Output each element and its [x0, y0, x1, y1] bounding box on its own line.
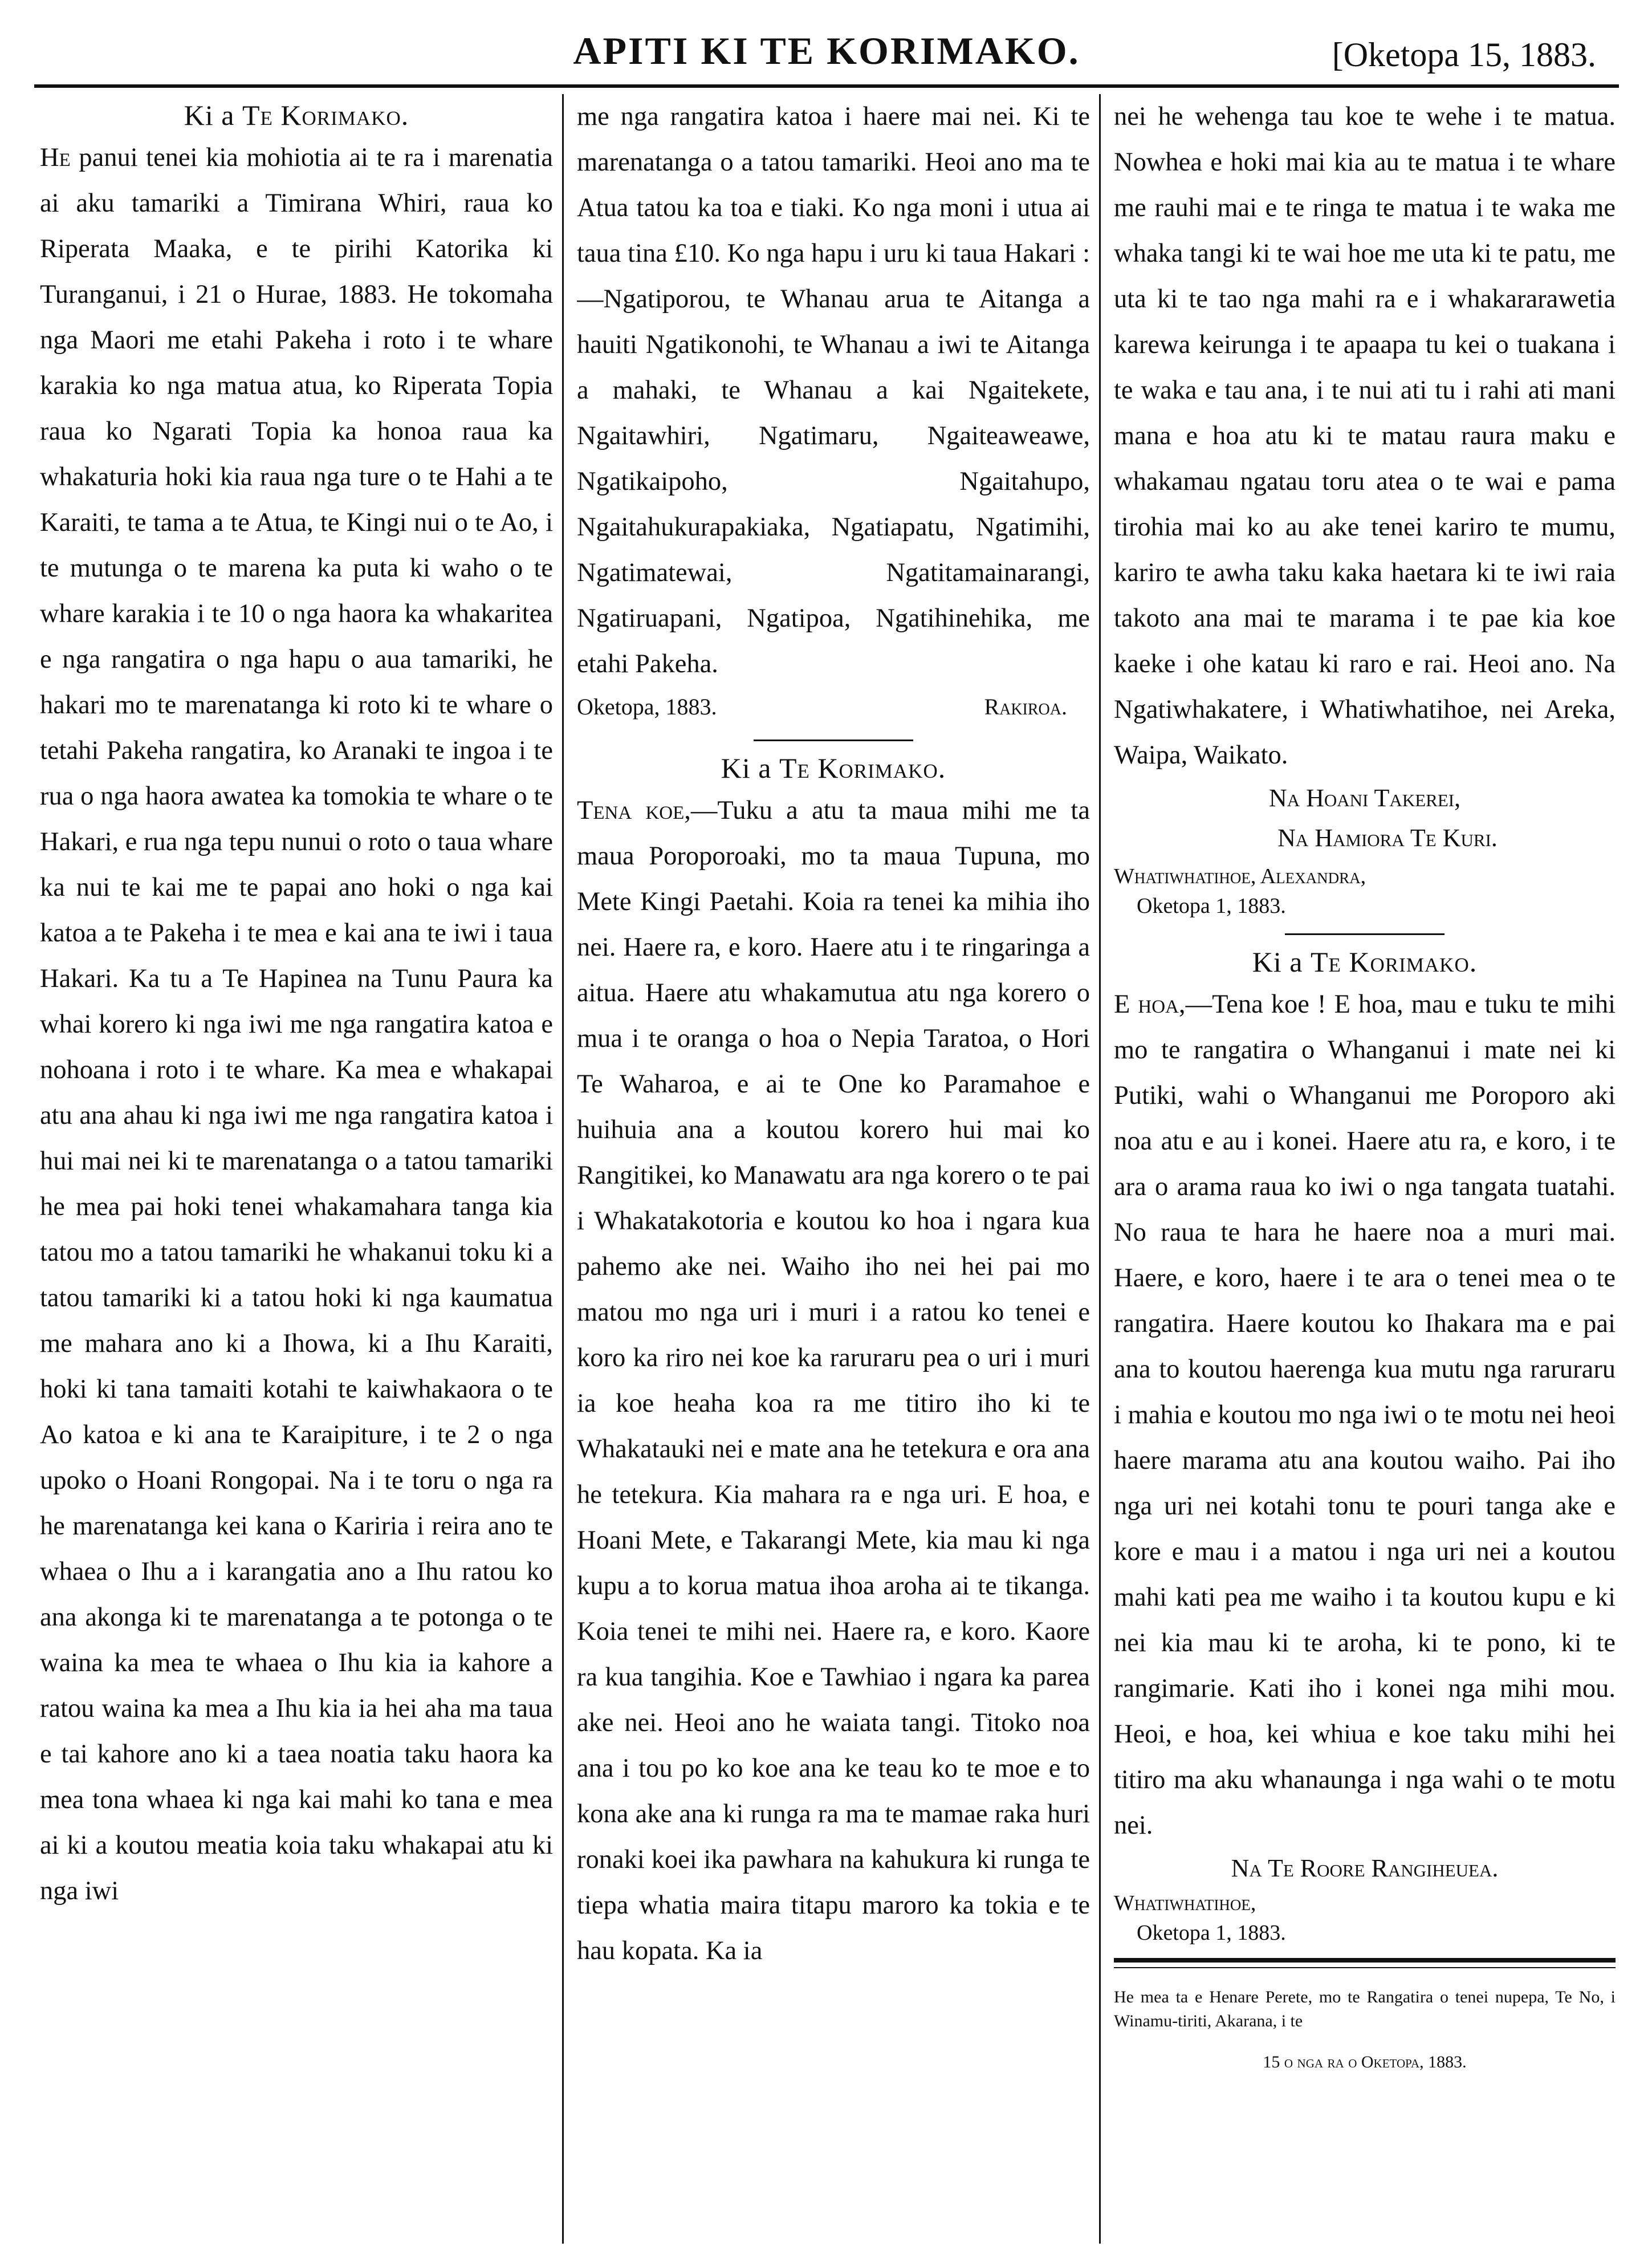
signature-date: Oketopa 1, 1883. — [1137, 1921, 1286, 1945]
heading-prefix: Ki a — [721, 752, 772, 784]
heading-prefix: Ki a — [184, 99, 235, 131]
column-2 — [577, 94, 1090, 2238]
heading-name: Te Korimako. — [1310, 946, 1478, 978]
signature-name: Na Hamiora Te Kuri. — [1277, 824, 1498, 852]
imprint-rule — [1114, 1967, 1616, 1968]
letter-text: panui tenei kia mohiotia ai te ra i marenatia ai aku tamariki a Timirana Whiri, raua ko Riperata Maaka, e te pirihi Katorika ki Turanganui, i 21 o Hurae, 1883. He tokomaha nga Maori me etahi Pakeha i roto i te whare karakia ko nga matua atua, ko Riperata Topia raua ko Ngarati Topia ka honoa raua ka whakaturia hoki kia raua nga ture o te Hahi a te Karaiti, te tama a te Atua, te Kingi nui o te Ao, i te mutunga o te marena ka puta ki waho o te whare karakia i te 10 o nga haora ka whakaritea e nga rangatira o nga hapu o aua tamariki, he hakari mo te marenatanga ki roto ki te whare o tetahi Pakeha rangatira, ko Aranaki te ingoa i te rua o nga haora awatea ka tomokia te whare o te Hakari, e rua nga tepu nunui o roto o taua whare ka nui te kai me te papai ano hoki o nga kai katoa a te Pakeha i te mea e kai ana te iwi i taua Hakari. Ka tu a Te Hapinea na Tunu Paura ka whai korero ki nga iwi me nga rangatira katoa e nohoana i roto i te whare. Ka mea e whakapai atu ana ahau ki nga iwi me nga rangatira katoa i hui mai nei ki te marenatanga o a tatou tamariki he mea pai hoki tenei whakamahara tanga kia tatou mo a tatou tamariki he whakanui toku ki a tatou tamariki ki a tatou hoki ki nga kaumatua me mahara ano ki a Ihowa, ki a Ihu Karaiti, hoki ki tana tamaiti kotahi te kaiwhakaora o te Ao katoa e ki ana te Karaipiture, i te 2 o nga upoko o Hoani Rongopai. Na i te toru o nga ra he marenatanga kei kana o Kariria i reira ano te whaea o Ihu a i karangatia ano a Ihu ratou ko ana akonga ki te marenatanga a te potonga o te waina ka mea te whaea o Ihu kia ia kahore a ratou waina ka mea a Ihu kia ia hei aha ma taua e tai kahore ano ki a taea noatia taku haora ka mea tona whaea ki nga kai mahi ko tana e mea ai ki a koutou meatia koia taku whakapai atu ki nga iwi — [40, 143, 553, 1906]
letter-body — [577, 788, 1090, 1974]
letter-heading — [1114, 945, 1616, 978]
signature-place: Whatiwhatihoe, — [1114, 1891, 1256, 1915]
signature-date: Oketopa, 1883. — [577, 694, 717, 720]
signature-date: Oketopa 1, 1883. — [1137, 894, 1286, 918]
masthead — [34, 23, 1619, 86]
letter-body-continued: me nga rangatira katoa i haere mai nei. Ki te marenatanga o a tatou tamariki. Heoi ano ma te Atua tatou ka toa e tiaki. Ko nga moni i utua ai taua tina £10. Ko nga hapu i uru ki taua Hakari :—Ngatiporou, te Whanau arua te Aitanga a hauiti Ngatikonohi, te Whanau a iwi te Aitanga a mahaki, te Whanau a kai Ngaitekete, Ngaitawhiri, Ngatimaru, Ngaiteaweawe, Ngatikaipoho, Ngaitahupo, Ngaitahukurapakiaka, Ngatiapatu, Ngatimihi, Ngatimatewai, Ngatitamainarangi, Ngatiruapani, Ngatipoa, Ngatihinehika, me etahi Pakeha. — [577, 102, 1090, 679]
column-3 — [1114, 94, 1616, 2238]
page-title: APITI KI TE KORIMAKO. — [573, 29, 1080, 72]
lead-word: He — [40, 143, 71, 172]
lead-word: E hoa, — [1114, 990, 1186, 1019]
issue-date: [Oketopa 15, 1883. — [1332, 36, 1596, 74]
section-divider — [754, 740, 913, 741]
signature-row — [577, 687, 1090, 727]
letter-body — [40, 135, 553, 1914]
column-divider — [562, 94, 564, 2244]
signature-name: Na Te Roore Rangiheuea. — [1231, 1854, 1499, 1882]
printer-imprint: He mea ta e Henare Perete, mo te Rangatira o tenei nupepa, Te No, i Winamu-tiriti, Akarana, i te — [1114, 1988, 1616, 2030]
letter-heading — [577, 751, 1090, 785]
letter-body — [1114, 982, 1616, 1848]
header-rule — [34, 84, 1619, 88]
letter-heading — [40, 99, 553, 132]
letter-text: —Tuku a atu ta maua mihi me ta maua Poroporoaki, mo ta maua Tupuna, mo Mete Kingi Paetahi. Koia ra tenei ka mihia iho nei. Haere ra, e koro. Haere atu i te ringaringa a aitua. Haere atu whakamutua atu nga korero o mua i te oranga o hoa o Nepia Taratoa, o Hori Te Waharoa, e ai te One ko Paramahoe e huihuia ana a koutou korero hui mai ko Rangitikei, ko Manawatu ara nga korero o te pai i Whakatakotoria e koutou ko hoa i ngara kua pahemo ake nei. Waiho iho nei hei pai mo matou mo nga uri i muri i a ratou ko tenei e koro ka riro nei koe ka raruraru pea o uri i muri ia koe heaha koa ra me titiro iho ki te Whakatauki nei e mate ana he tetekura e ora ana he tetekura. Kia mahara ra e nga uri. E hoa, e Hoani Mete, e Takarangi Mete, kia mau ki nga kupu a to korua matua ihoa aroha ai te tikanga. Koia tenei te mihi nei. Haere ra, e koro. Kaore ra kua tangihia. Koe e Tawhiao i ngara ka parea ake nei. Heoi ano he waiata tangi. Titoko noa ana i tou po ko koe ana ke teau ko te moe e to kona ake ana ki runga ra ma te mamae raka huri ronaki koei ika pawhara na kahukura ki runga te tiepa whatia maira titapu maroro ka tokia e te hau kopata. Ka ia — [577, 796, 1090, 1965]
column-1 — [40, 94, 553, 2238]
letter-text: —Tena koe ! E hoa, mau e tuku te mihi mo te rangatira o Whanganui i mate nei ki Putiki, wahi o Whanganui me Poroporo aki noa atu e au i konei. Haere atu ra, e koro, i te ara o arama raua ko iwi o nga tangata tuatahi. No raua te hara he haere noa a muri mai. Haere, e koro, haere i te ara o tenei mea o te rangatira. Haere koutou ko Ihakara ma e pai ana to koutou haerenga kua mutu nga raruraru i mahia e koutou mo nga iwi o te motu nei heoi haere marama atu ana koutou waiho. Pai iho nga uri nei kotahi tonu te pouri tanga ake e kore e mau i a matou i nga uri nei a koutou mahi kati pea me waiho i ta koutou kupu e ki nei kia mau ki te aroha, ki te pono, ki te rangimarie. Kati iho i konei nga mihi mou. Heoi, e hoa, kei whiua e koe taku mihi hei titiro ma aku whanaunga i nga wahi o te motu nei. — [1114, 990, 1616, 1840]
heading-name: Te Korimako. — [242, 99, 409, 131]
imprint-date: 15 o nga ra o Oketopa, 1883. — [1263, 2053, 1467, 2071]
signature-place: Whatiwhatihoe, Alexandra, — [1114, 864, 1366, 888]
lead-word: Tena koe, — [577, 796, 691, 825]
heading-prefix: Ki a — [1252, 946, 1303, 978]
column-divider — [1099, 94, 1101, 2244]
imprint-rule — [1114, 1958, 1616, 1963]
heading-name: Te Korimako. — [779, 752, 946, 784]
signature-name: Rakiroa. — [984, 694, 1067, 720]
section-divider — [1285, 933, 1445, 935]
signature-name: Na Hoani Takerei, — [1268, 784, 1461, 812]
letter-body-continued: nei he wehenga tau koe te wehe i te matua. Nowhea e hoki mai kia au te matua i te whare me rauhi mai e te ringa te matua i te waka me whaka tangi ki te wai hoe me uta ki te patu, me uta ki te tao nga mahi ra e i whakararawetia karewa keirunga i te apaapa tu kei o tuakana i te waka e tau ana, i te nui ati tu i rahi ati mani mana e hoa atu ki te matau raura maku e whakamau ngatau toru atea o te wai e pama tirohia mai ko au ake tenei kariro te mumu, kariro te awha taku kaka haetara ki te iwi raia takoto ana mai te marama i te pae kia koe kaeke i ohe katau ki raro e rai. Heoi ano. Na Ngatiwhakatere, i Whatiwhatihoe, nei Areka, Waipa, Waikato. — [1114, 102, 1616, 770]
